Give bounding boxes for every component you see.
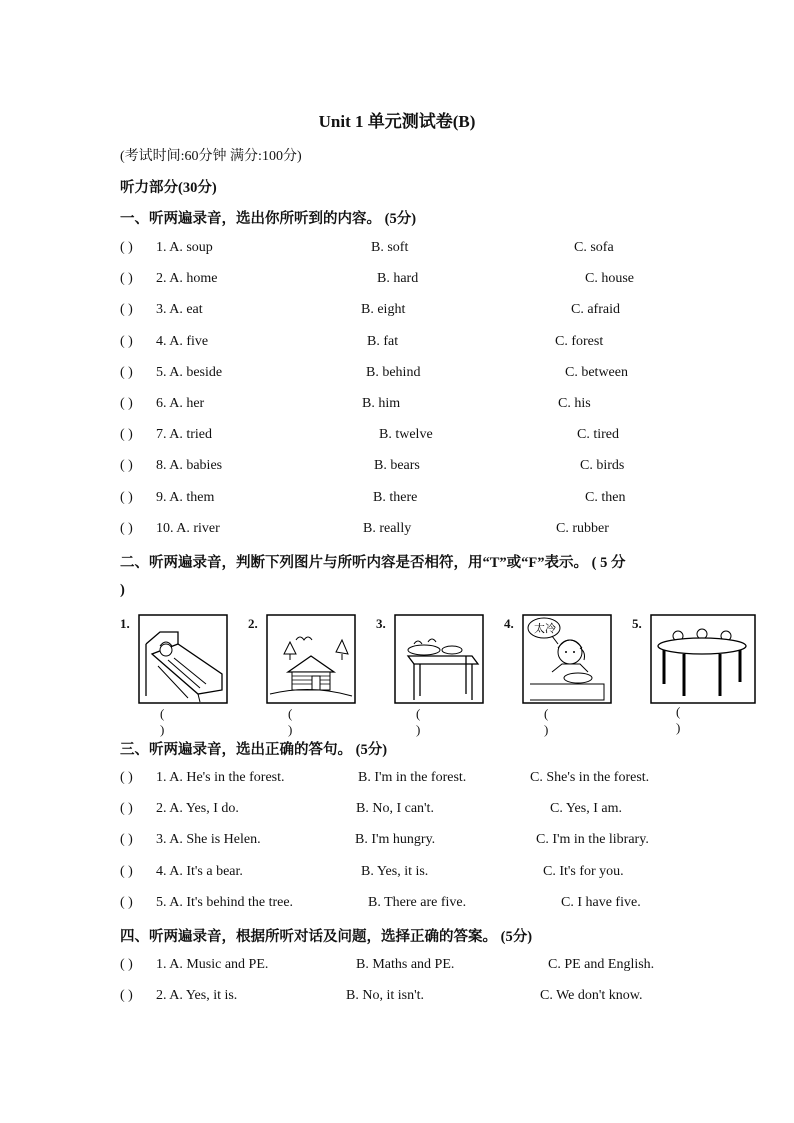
option-a: 5. A. It's behind the tree. [156, 894, 294, 910]
option-c: C. It's for you. [543, 863, 624, 879]
answer-paren[interactable]: ( ) [120, 427, 133, 443]
answer-paren[interactable]: ( ) [120, 770, 133, 785]
question-row [120, 334, 720, 354]
hot-dish-on-table-icon [394, 614, 484, 704]
option-c: C. then [585, 489, 626, 505]
option-a: 5. A. beside [156, 364, 223, 380]
option-a: 2. A. Yes, it is. [156, 988, 238, 1004]
round-table-icon [650, 614, 756, 704]
section4-heading: 四、听两遍录音，根据所听对话及问题，选择正确的答案。 (5分) [120, 929, 533, 945]
option-b: B. him [362, 396, 401, 411]
option-b: B. fat [367, 333, 399, 349]
question-row [120, 864, 720, 884]
option-b: B. No, I can't. [356, 801, 434, 817]
option-c: C. between [565, 364, 628, 380]
option-b: B. eight [361, 302, 406, 318]
picture-label: 3. [376, 616, 386, 631]
option-c: C. sofa [574, 240, 614, 255]
option-c: C. I have five. [561, 894, 641, 910]
question-row [120, 521, 720, 541]
option-a: 1. A. Music and PE. [156, 957, 269, 972]
answer-paren[interactable]: ( ) [416, 706, 421, 737]
exam-info: (考试时间:60分钟 满分:100分) [120, 149, 302, 164]
option-c: C. tired [577, 427, 619, 443]
option-c: C. his [558, 396, 591, 411]
answer-paren[interactable]: ( ) [120, 863, 133, 879]
answer-paren[interactable]: ( ) [288, 706, 293, 737]
option-a: 1. A. He's in the forest. [156, 770, 285, 785]
question-row [120, 801, 720, 821]
option-c: C. We don't know. [540, 988, 643, 1004]
bed-icon [138, 614, 228, 704]
answer-paren[interactable]: ( ) [120, 520, 133, 536]
question-row [120, 427, 720, 447]
option-a: 3. A. She is Helen. [156, 832, 261, 848]
answer-paren[interactable]: ( ) [160, 706, 165, 737]
option-c: C. PE and English. [548, 957, 655, 972]
option-a: 2. A. Yes, I do. [156, 801, 239, 817]
option-c: C. She's in the forest. [530, 770, 650, 785]
question-row [120, 770, 720, 790]
option-b: B. twelve [379, 427, 433, 443]
answer-paren[interactable]: ( ) [120, 801, 133, 817]
option-a: 4. A. It's a bear. [156, 863, 243, 879]
question-row [120, 271, 720, 291]
option-c: C. birds [580, 458, 625, 474]
question-row [120, 832, 720, 852]
option-c: C. house [585, 271, 634, 287]
question-row [120, 988, 720, 1008]
answer-paren[interactable]: ( ) [120, 832, 133, 848]
picture-label: 5. [632, 616, 642, 631]
listening-part-heading: 听力部分(30分) [120, 180, 217, 196]
page-title: Unit 1 单元测试卷(B) [318, 112, 476, 131]
question-row [120, 365, 720, 385]
snowy-cabin-icon [266, 614, 356, 704]
question-row [120, 490, 720, 510]
picture-label: 2. [248, 616, 258, 631]
question-row [120, 957, 720, 977]
option-a: 3. A. eat [156, 302, 203, 318]
section3-heading: 三、听两遍录音，选出正确的答句。 (5分) [120, 742, 388, 758]
option-a: 4. A. five [156, 333, 209, 349]
answer-paren[interactable]: ( ) [120, 302, 133, 318]
option-b: B. Maths and PE. [356, 957, 455, 972]
option-b: B. behind [366, 364, 421, 380]
answer-paren[interactable]: ( ) [676, 704, 681, 735]
speech-text: 太冷 [534, 622, 556, 635]
picture-label: 4. [504, 616, 514, 631]
option-a: 7. A. tried [156, 427, 212, 443]
option-b: B. No, it isn't. [346, 988, 424, 1004]
answer-paren[interactable]: ( ) [544, 706, 549, 737]
answer-paren[interactable]: ( ) [120, 988, 133, 1004]
option-c: C. forest [555, 333, 604, 349]
answer-paren[interactable]: ( ) [120, 957, 133, 972]
option-b: B. there [373, 489, 418, 505]
option-a: 2. A. home [156, 271, 218, 287]
option-b: B. hard [377, 271, 419, 287]
answer-paren[interactable]: ( ) [120, 396, 133, 411]
option-b: B. There are five. [368, 894, 467, 910]
option-a: 8. A. babies [156, 458, 223, 474]
question-row [120, 302, 720, 322]
question-row [120, 240, 720, 260]
option-a: 10. A. river [156, 520, 220, 536]
girl-too-cold-icon [522, 614, 612, 704]
option-a: 9. A. them [156, 489, 215, 505]
section1-heading: 一、听两遍录音，选出你所听到的内容。 (5分) [120, 211, 417, 227]
option-c: C. Yes, I am. [550, 801, 622, 817]
section2-heading-cont: ) [120, 582, 125, 598]
option-b: B. bears [374, 458, 420, 474]
picture-label: 1. [120, 616, 130, 631]
question-row [120, 458, 720, 478]
option-c: C. I'm in the library. [536, 832, 649, 848]
option-a: 6. A. her [156, 396, 205, 411]
option-b: B. Yes, it is. [361, 863, 429, 879]
option-c: C. afraid [571, 302, 620, 318]
option-b: B. I'm hungry. [355, 832, 436, 848]
answer-paren[interactable]: ( ) [120, 458, 133, 474]
question-row [120, 895, 720, 915]
option-a: 1. A. soup [156, 240, 213, 255]
option-b: B. really [363, 520, 412, 536]
option-b: B. soft [371, 240, 409, 255]
section2-heading: 二、听两遍录音，判断下列图片与所听内容是否相符，用“T”或“F”表示。 ( 5 分 [120, 555, 626, 571]
answer-paren[interactable]: ( ) [120, 333, 133, 349]
option-c: C. rubber [556, 520, 609, 536]
answer-paren[interactable]: ( ) [120, 271, 133, 287]
option-b: B. I'm in the forest. [358, 770, 467, 785]
answer-paren[interactable]: ( ) [120, 364, 133, 380]
answer-paren[interactable]: ( ) [120, 894, 133, 910]
answer-paren[interactable]: ( ) [120, 240, 133, 255]
answer-paren[interactable]: ( ) [120, 489, 133, 505]
question-row [120, 396, 720, 416]
picture-row [118, 612, 748, 737]
